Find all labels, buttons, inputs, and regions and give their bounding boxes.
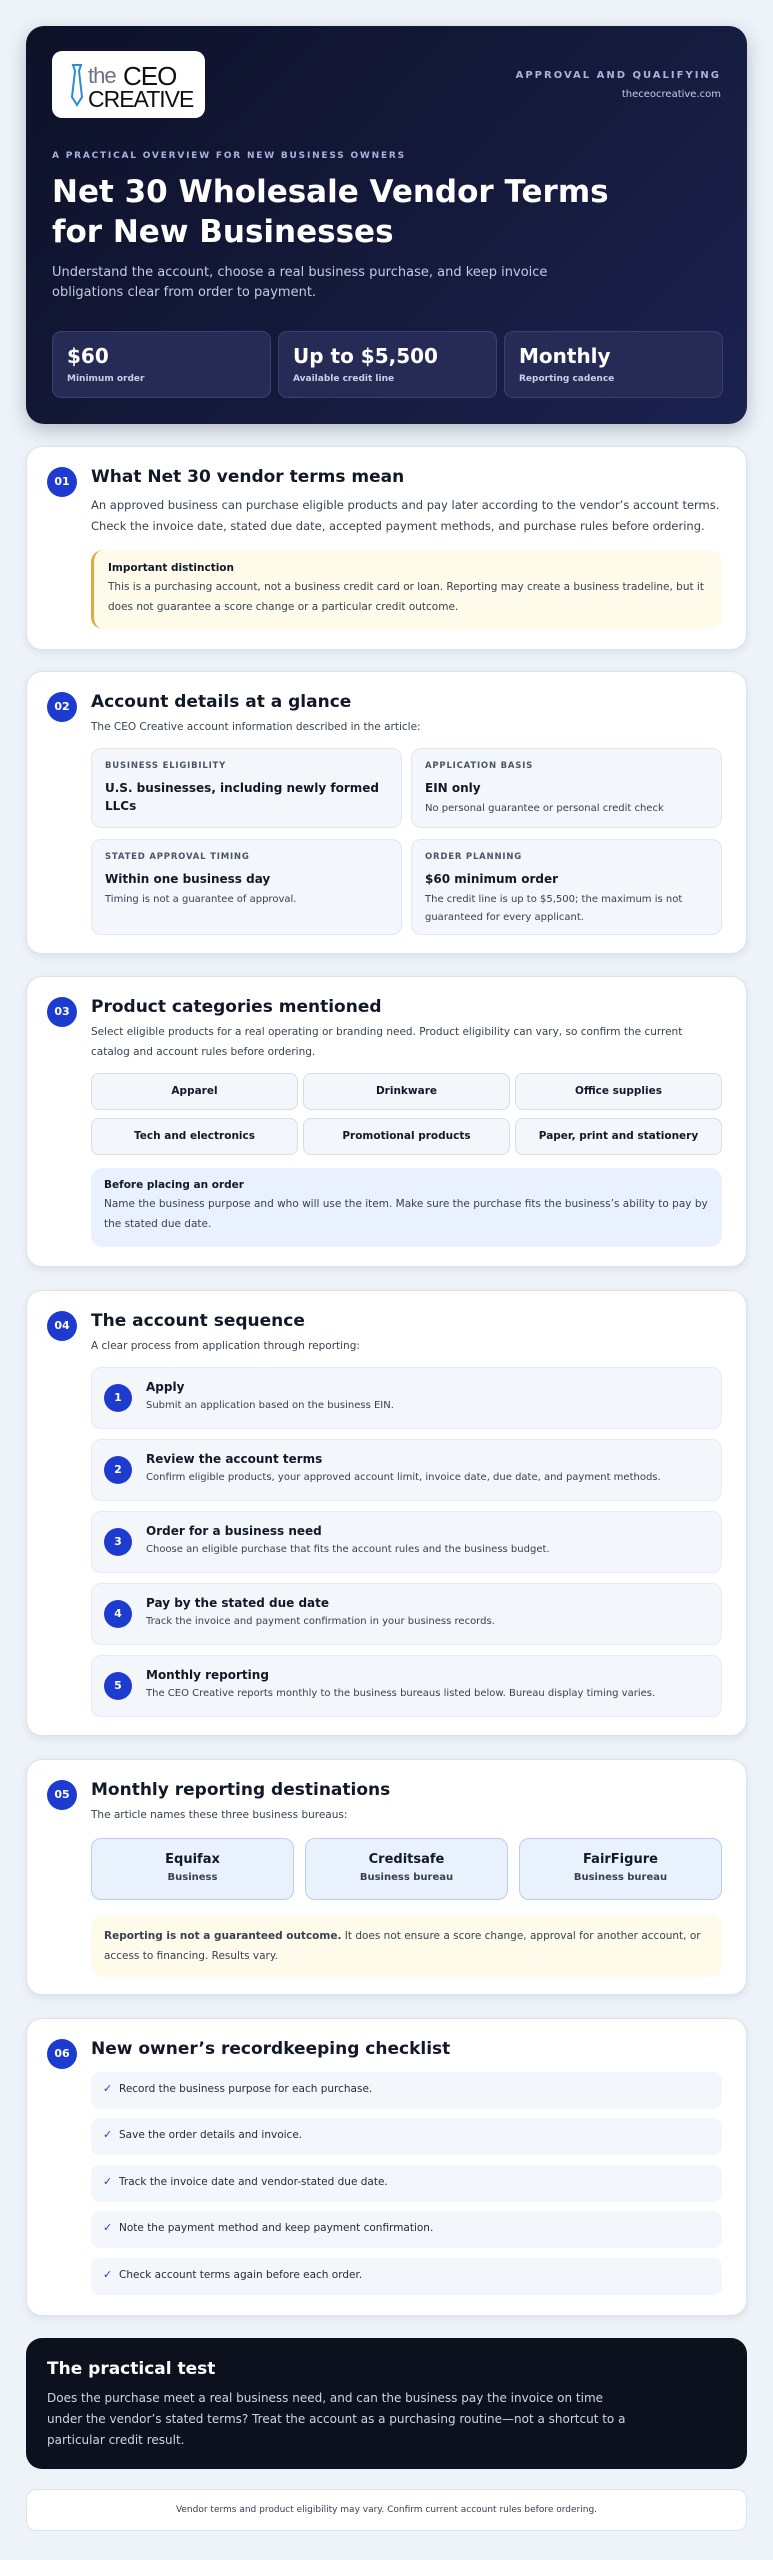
practical-test-card bbox=[26, 2338, 747, 2469]
step-title: Pay by the stated due date bbox=[146, 1596, 330, 1610]
detail-note: Timing is not a guarantee of approval. bbox=[105, 894, 297, 905]
category-apparel: Apparel bbox=[91, 1073, 298, 1110]
checklist-text: Check account terms again before each order. bbox=[119, 2269, 363, 2281]
section-title: Product categories mentioned bbox=[91, 997, 382, 1017]
hero-kicker: APPROVAL AND QUALIFYING bbox=[515, 70, 721, 81]
section-title: New owner’s recordkeeping checklist bbox=[91, 2039, 451, 2059]
stat-value: Monthly bbox=[519, 344, 611, 368]
important-callout bbox=[91, 550, 722, 629]
bureau-name: Creditsafe bbox=[368, 1852, 445, 1867]
section-intro: Select eligible products for a real operating or branding need. Product eligibility can vary, so confirm the current catalog and account rules before ordering. bbox=[91, 1026, 683, 1058]
bureau-creditsafe bbox=[305, 1838, 508, 1900]
step-number: 1 bbox=[104, 1384, 132, 1412]
section-intro: The article names these three business bureaus: bbox=[91, 1809, 348, 1821]
section-title: Monthly reporting destinations bbox=[91, 1780, 391, 1800]
checklist-item bbox=[91, 2118, 722, 2155]
detail-head: U.S. businesses, including newly formed LLCs bbox=[105, 781, 379, 813]
category-paper: Paper, print and stationery bbox=[515, 1118, 722, 1155]
section-reporting-destinations bbox=[26, 1759, 747, 1995]
reporting-disclaimer bbox=[91, 1915, 722, 1977]
step-title: Monthly reporting bbox=[146, 1668, 269, 1682]
footer-note: Vendor terms and product eligibility may vary. Confirm current account rules before ordering. bbox=[26, 2489, 747, 2531]
check-icon: ✓ bbox=[103, 2221, 113, 2234]
detail-note: No personal guarantee or personal credit check bbox=[425, 803, 664, 814]
section-title: What Net 30 vendor terms mean bbox=[91, 467, 405, 487]
tie-icon bbox=[66, 63, 88, 107]
checklist-item bbox=[91, 2258, 722, 2295]
section-title: Account details at a glance bbox=[91, 692, 352, 712]
step-desc: Choose an eligible purchase that fits the account rules and the business budget. bbox=[146, 1544, 550, 1555]
step-order bbox=[91, 1511, 722, 1573]
callout-title: Before placing an order bbox=[104, 1179, 244, 1191]
step-title: Order for a business need bbox=[146, 1524, 322, 1538]
stat-reporting-cadence bbox=[504, 331, 723, 398]
section-intro: The CEO Creative account information described in the article: bbox=[91, 721, 421, 733]
step-desc: Confirm eligible products, your approved account limit, invoice date, due date, and payment methods. bbox=[146, 1472, 661, 1483]
check-icon: ✓ bbox=[103, 2082, 113, 2095]
stat-value: $60 bbox=[67, 344, 109, 368]
section-number: 06 bbox=[47, 2039, 77, 2069]
callout-body: Name the business purpose and who will use the item. Make sure the purchase fits the business’s ability to pay by the stated due date. bbox=[104, 1198, 708, 1230]
section-number: 02 bbox=[47, 692, 77, 722]
detail-head: Within one business day bbox=[105, 872, 271, 886]
logo-creative: CREATIVE bbox=[88, 86, 194, 112]
section-number: 01 bbox=[47, 467, 77, 497]
check-icon: ✓ bbox=[103, 2268, 113, 2281]
step-pay bbox=[91, 1583, 722, 1645]
step-monthly-reporting bbox=[91, 1655, 722, 1717]
checklist-item bbox=[91, 2072, 722, 2109]
bureau-fairfigure bbox=[519, 1838, 722, 1900]
hero-banner bbox=[26, 26, 747, 424]
section-intro: A clear process from application through reporting: bbox=[91, 1340, 360, 1352]
section-title: The account sequence bbox=[91, 1311, 305, 1331]
step-apply bbox=[91, 1367, 722, 1429]
checklist-item bbox=[91, 2165, 722, 2202]
checklist-text: Record the business purpose for each purchase. bbox=[119, 2083, 373, 2095]
section-recordkeeping-checklist bbox=[26, 2018, 747, 2316]
practical-test-title: The practical test bbox=[47, 2359, 216, 2379]
category-tech: Tech and electronics bbox=[91, 1118, 298, 1155]
site-link[interactable]: theceocreative.com bbox=[621, 89, 721, 100]
detail-order-planning bbox=[411, 839, 722, 935]
stat-label: Reporting cadence bbox=[519, 374, 615, 384]
callout-bold: Reporting is not a guaranteed outcome. bbox=[104, 1930, 342, 1942]
section-text: An approved business can purchase eligible products and pay later according to the vendor’s account terms. Check the invoice date, stated due date, accepted payment methods, and purchase rules before ordering. bbox=[91, 498, 720, 533]
section-number: 03 bbox=[47, 997, 77, 1027]
section-account-details bbox=[26, 671, 747, 954]
detail-head: $60 minimum order bbox=[425, 872, 559, 886]
bureau-name: Equifax bbox=[165, 1852, 220, 1867]
section-account-sequence bbox=[26, 1290, 747, 1736]
detail-kicker: BUSINESS ELIGIBILITY bbox=[105, 761, 227, 771]
bureau-equifax bbox=[91, 1838, 294, 1900]
bureau-type: Business bureau bbox=[359, 1872, 454, 1883]
checklist-item bbox=[91, 2211, 722, 2248]
category-drinkware: Drinkware bbox=[303, 1073, 510, 1110]
stat-label: Minimum order bbox=[67, 374, 145, 384]
detail-kicker: APPLICATION BASIS bbox=[425, 761, 534, 771]
step-review-terms bbox=[91, 1439, 722, 1501]
detail-application bbox=[411, 748, 722, 828]
callout-rest: It does not ensure a score change, approval for another account, or access to financing. Results vary. bbox=[104, 1930, 701, 1962]
hero-meta bbox=[516, 70, 721, 100]
bureau-type: Business bureau bbox=[573, 1872, 668, 1883]
section-product-categories bbox=[26, 976, 747, 1267]
callout-body bbox=[104, 1926, 709, 1966]
hero-eyebrow: A PRACTICAL OVERVIEW FOR NEW BUSINESS OWNERS bbox=[52, 151, 406, 161]
step-number: 3 bbox=[104, 1528, 132, 1556]
detail-eligibility bbox=[91, 748, 402, 828]
bureau-name: FairFigure bbox=[583, 1852, 658, 1867]
bureau-type: Business bbox=[167, 1872, 218, 1883]
detail-head: EIN only bbox=[425, 781, 481, 795]
before-order-callout bbox=[91, 1168, 722, 1247]
callout-body: This is a purchasing account, not a business credit card or loan. Reporting may create a business tradeline, but it does not guarantee a score change or a particular credit outcome. bbox=[108, 581, 704, 613]
check-icon: ✓ bbox=[103, 2128, 113, 2141]
page-title: Net 30 Wholesale Vendor Terms for New Businesses bbox=[52, 174, 609, 250]
stat-label: Available credit line bbox=[293, 374, 395, 384]
callout-title: Important distinction bbox=[108, 562, 234, 574]
checklist-text: Note the payment method and keep payment confirmation. bbox=[119, 2222, 434, 2234]
logo-ceo: CEO bbox=[123, 61, 177, 91]
step-desc: Track the invoice and payment confirmation in your business records. bbox=[146, 1616, 495, 1627]
brand-logo[interactable] bbox=[52, 51, 205, 118]
step-desc: The CEO Creative reports monthly to the business bureaus listed below. Bureau display timing varies. bbox=[146, 1688, 656, 1699]
step-title: Apply bbox=[146, 1380, 185, 1394]
detail-kicker: STATED APPROVAL TIMING bbox=[105, 852, 250, 862]
practical-test-body: Does the purchase meet a real business need, and can the business pay the invoice on time under the vendor’s stated terms? Treat the account as a purchasing routine—not a shortcut to a particular credit result. bbox=[47, 2391, 626, 2447]
logo-the: the bbox=[88, 63, 116, 88]
check-icon: ✓ bbox=[103, 2175, 113, 2188]
category-promotional: Promotional products bbox=[303, 1118, 510, 1155]
section-terms-meaning bbox=[26, 446, 747, 650]
step-number: 5 bbox=[104, 1672, 132, 1700]
detail-approval-timing bbox=[91, 839, 402, 935]
section-number: 05 bbox=[47, 1780, 77, 1810]
stat-minimum-order bbox=[52, 331, 271, 398]
checklist-text: Track the invoice date and vendor-stated due date. bbox=[119, 2176, 388, 2188]
step-number: 2 bbox=[104, 1456, 132, 1484]
step-title: Review the account terms bbox=[146, 1452, 323, 1466]
step-number: 4 bbox=[104, 1600, 132, 1628]
detail-kicker: ORDER PLANNING bbox=[425, 852, 523, 862]
detail-note: The credit line is up to $5,500; the maximum is not guaranteed for every applicant. bbox=[425, 894, 683, 923]
stat-value: Up to $5,500 bbox=[293, 344, 438, 368]
hero-subtitle: Understand the account, choose a real business purchase, and keep invoice obligations clear from order to payment. bbox=[52, 265, 548, 300]
section-number: 04 bbox=[47, 1311, 77, 1341]
step-desc: Submit an application based on the business EIN. bbox=[146, 1400, 394, 1411]
checklist-text: Save the order details and invoice. bbox=[119, 2129, 303, 2141]
category-office-supplies: Office supplies bbox=[515, 1073, 722, 1110]
stat-credit-line bbox=[278, 331, 497, 398]
